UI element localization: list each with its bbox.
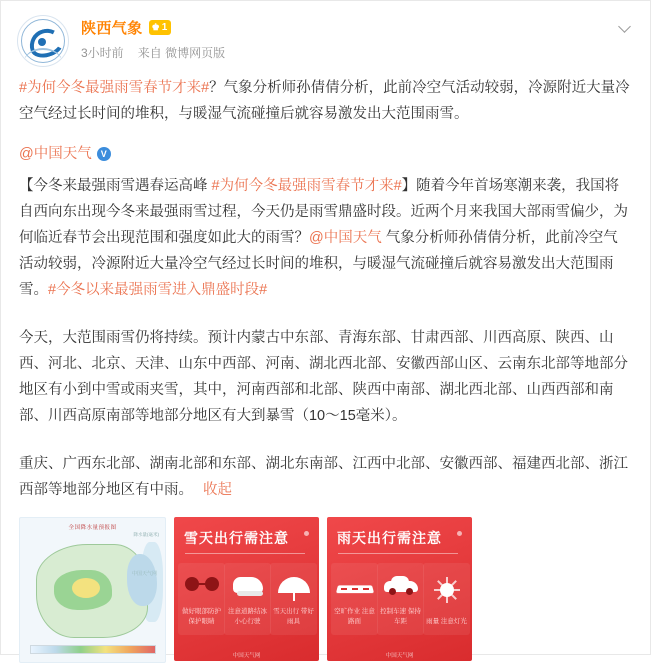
snow-card-dot [304, 531, 309, 536]
rain-card-divider [338, 553, 458, 554]
car-icon [384, 577, 418, 595]
avatar-center-dot [38, 38, 46, 46]
snow-panel-3-label: 雪天出行 带好雨具 [273, 608, 314, 625]
retweet-paragraph-2 [19, 325, 632, 429]
account-name[interactable]: 陕西气象 [81, 20, 143, 37]
name-row [81, 17, 634, 38]
rt-p1-s0: 【今冬来最强雨雪遇春运高峰 [19, 178, 212, 194]
weather-map-thumbnail[interactable] [19, 517, 166, 663]
snow-card-footer: 中国天气网 [232, 653, 261, 659]
post-time[interactable]: 3小时前 [81, 46, 124, 60]
rain-panel-2-label: 控制车速 保持车距 [380, 608, 421, 625]
umbrella-icon [278, 577, 310, 595]
post-meta [81, 44, 634, 61]
rain-panel-1-label: 空旷作业 注意路面 [334, 608, 375, 625]
retweet-author-name[interactable]: @中国天气 [19, 146, 92, 162]
road-icon [337, 577, 373, 595]
snow-card-divider [185, 553, 305, 554]
verified-badge-label: 1 [161, 22, 168, 33]
sunglasses-icon [185, 577, 219, 592]
rt-p2-text: 今天，大范围雨雪仍将持续。预计内蒙古中东部、青海东部、甘肃西部、川西高原、陕西、山西、河北、北京、天津、山东中西部、河南、湖北西北部、安徽西部山区、云南东北部等地部分地区有小到中雪或雨夹雪，其中，河南西部和北部、陕西中南部、湖北西北部、山西西部和南部、川西高原南部等地部分地区有大到暴雪（10～15毫米）。 [19, 330, 628, 424]
meta-separator [127, 46, 134, 60]
shoe-icon [233, 577, 263, 593]
map-title: 全国降水量预报图 [68, 525, 117, 531]
rt-p3-text: 重庆、广西东北部、湖南北部和东部、湖北东南部、江西中北部、安徽西部、福建西北部、浙江西部等地部分地区有中雨。 [19, 456, 628, 498]
verified-badge[interactable] [149, 20, 172, 35]
post-topic-link[interactable]: #为何今冬最强雨雪春节才来# [19, 80, 210, 96]
rain-travel-tips-card[interactable] [327, 517, 472, 661]
rain-card-title: 雨天出行需注意 [337, 530, 442, 546]
rain-panel-2 [377, 563, 424, 635]
rain-card-footer: 中国天气网 [385, 653, 414, 659]
post-text-body: ？气象分析师孙倩倩分析，此前冷空气活动较弱，冷源附近大量冷空气经过长时间的堆积，与暖湿气流碰撞后就容易激发出大范围雨雪。 [19, 80, 630, 122]
map-color-scale [30, 645, 156, 654]
retweet-author-row [19, 143, 632, 165]
map-precip-yellow [72, 578, 100, 598]
snow-card-title: 雪天出行需注意 [184, 530, 289, 546]
map-legend-label: 降水量(毫米) [133, 532, 159, 537]
post-source[interactable]: 微博网页版 [165, 46, 226, 60]
post-header [1, 1, 650, 73]
snow-panel-1-label: 做好眼部防护 保护眼睛 [182, 608, 221, 625]
snow-panel-2 [224, 563, 271, 635]
collapse-button[interactable]: 收起 [203, 482, 232, 498]
post-content [1, 73, 650, 503]
rt-p1-s2: 】随着今年首场寒潮来袭，我国将自西向东出现今冬来最强雨雪过程，今天仍是雨雪鼎盛时段。近两个月来我国大部雨雪偏少，为何临近春节会出现范围和强度如此大的雨雪？ [19, 178, 628, 246]
rain-panel-3-label: 雨量 注意灯光 [426, 618, 467, 625]
retweet-paragraph-3 [19, 451, 632, 503]
rain-panel-1 [331, 563, 378, 635]
rt-p1-s4: 气象分析师孙倩倩分析，此前冷空气活动较弱，冷源附近大量冷空气经过长时间的堆积，与暖湿气流碰撞后就容易激发出大范围雨雪。 [19, 230, 618, 298]
image-gallery [1, 503, 650, 663]
source-prefix: 来自 [137, 46, 162, 60]
snow-panel-2-label: 注意道路结冰 小心行驶 [228, 608, 267, 625]
snow-travel-tips-card[interactable] [174, 517, 319, 661]
rt-p1-mention[interactable]: @中国天气 [309, 230, 382, 246]
snow-panel-1 [178, 563, 225, 635]
rain-panel-3 [423, 563, 470, 635]
header-main [81, 15, 634, 61]
rt-p1-topic[interactable]: #为何今冬最强雨雪春节才来# [211, 178, 402, 194]
map-watermark: 中国天气网 [131, 571, 157, 577]
avatar[interactable] [17, 15, 69, 67]
verified-check-icon: V [97, 147, 111, 161]
crown-icon: ♚ [151, 22, 160, 32]
sun-icon [434, 577, 460, 603]
rt-p1-topic-2[interactable]: #今冬以来最强雨雪进入鼎盛时段# [48, 282, 268, 298]
retweet-block [19, 143, 632, 503]
post-text [19, 75, 632, 127]
rain-card-dot [457, 531, 462, 536]
retweet-paragraph-1 [19, 173, 632, 303]
chevron-down-icon[interactable] [620, 21, 632, 33]
snow-panel-3 [270, 563, 317, 635]
